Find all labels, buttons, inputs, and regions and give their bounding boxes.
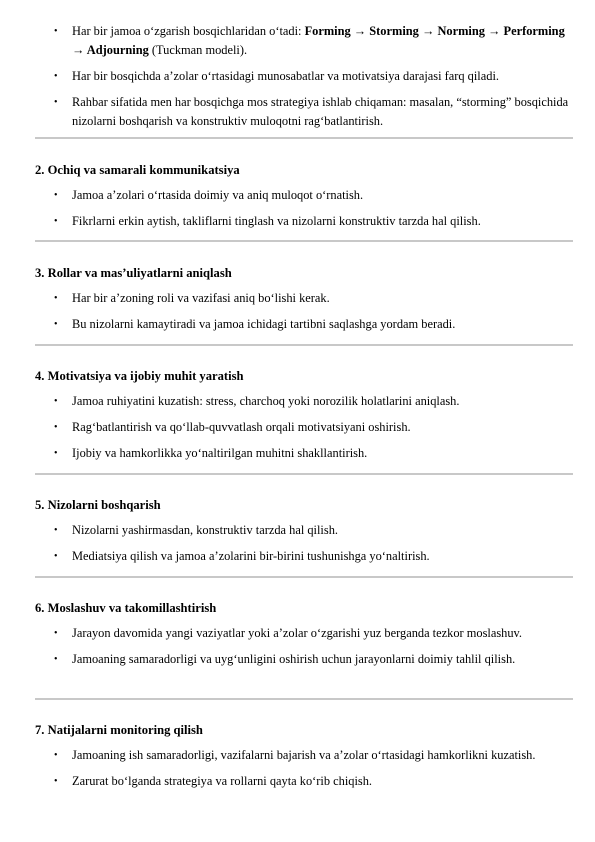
bullet-icon: • xyxy=(54,628,58,639)
list-item xyxy=(0,521,595,540)
list-item xyxy=(0,315,595,334)
list-item xyxy=(0,746,595,765)
item-text: Bu nizolarni kamaytiradi va jamoa ichidagi tartibni saqlashga yordam beradi. xyxy=(72,317,456,331)
bullet-icon: • xyxy=(54,97,58,108)
item-text: Jamoa ruhiyatini kuzatish: stress, charchoq yoki norozilik holatlarini aniqlash. xyxy=(72,394,460,408)
section-2 xyxy=(0,161,595,231)
item-text: Fikrlarni erkin aytish, takliflarni tinglash va nizolarni konstruktiv tarzda hal qilish. xyxy=(72,214,481,228)
divider xyxy=(35,344,573,346)
list-item xyxy=(0,547,595,566)
item-text: (Tuckman modeli). xyxy=(148,43,248,57)
item-text: Rahbar sifatida men har bosqichga mos strategiya ishlab chiqaman: masalan, “storming” bosqichida nizolarni boshqarish va konstruktiv muloqotni rag‘batlantirish. xyxy=(72,95,569,128)
intro-list xyxy=(0,22,595,131)
section-3 xyxy=(0,264,595,334)
bullet-icon: • xyxy=(54,71,58,82)
divider xyxy=(35,473,573,475)
list-item xyxy=(0,444,595,463)
divider xyxy=(35,137,573,139)
section-5 xyxy=(0,496,595,566)
item-text: Zarurat bo‘lganda strategiya va rollarni qayta ko‘rib chiqish. xyxy=(72,774,373,788)
item-text: Har bir bosqichda a’zolar o‘rtasidagi munosabatlar va motivatsiya darajasi farq qiladi. xyxy=(72,69,499,83)
bullet-icon: • xyxy=(54,216,58,227)
section-6 xyxy=(0,599,595,669)
section-title: 4. Motivatsiya va ijobiy muhit yaratish xyxy=(35,369,244,383)
section-title: 6. Moslashuv va takomillashtirish xyxy=(35,601,217,615)
divider xyxy=(35,698,573,700)
bullet-icon: • xyxy=(54,776,58,787)
list-item xyxy=(0,186,595,205)
item-text: Rag‘batlantirish va qo‘llab-quvvatlash orqali motivatsiyani oshirish. xyxy=(72,420,411,434)
divider xyxy=(35,240,573,242)
list-item xyxy=(0,212,595,231)
bullet-icon: • xyxy=(54,525,58,536)
bullet-icon: • xyxy=(54,551,58,562)
stages-text: Forming → Storming → Norming → Performing → Adjourning xyxy=(72,24,565,57)
list-item xyxy=(0,418,595,437)
bullet-icon: • xyxy=(54,654,58,665)
item-text: Jamoa a’zolari o‘rtasida doimiy va aniq muloqot o‘rnatish. xyxy=(72,188,364,202)
section-title: 7. Natijalarni monitoring qilish xyxy=(35,723,203,737)
item-text: Jamoaning ish samaradorligi, vazifalarni bajarish va a’zolar o‘rtasidagi hamkorlikni kuzatish. xyxy=(72,748,536,762)
list-item xyxy=(0,22,595,60)
bullet-icon: • xyxy=(54,319,58,330)
bullet-icon: • xyxy=(54,190,58,201)
list-item xyxy=(0,93,595,131)
bullet-icon: • xyxy=(54,422,58,433)
bullet-icon: • xyxy=(54,26,58,37)
bullet-icon: • xyxy=(54,396,58,407)
list-item xyxy=(0,392,595,411)
list-item xyxy=(0,289,595,308)
list-item xyxy=(0,624,595,643)
item-text: Mediatsiya qilish va jamoa a’zolarini bir-birini tushunishga yo‘naltirish. xyxy=(72,549,430,563)
item-text: Jamoaning samaradorligi va uyg‘unligini oshirish uchun jarayonlarni doimiy tahlil qilish. xyxy=(72,652,516,666)
section-4 xyxy=(0,367,595,463)
item-text: Jarayon davomida yangi vaziyatlar yoki a’zolar o‘zgarishi yuz berganda tezkor moslashuv. xyxy=(72,626,523,640)
item-text: Har bir a’zoning roli va vazifasi aniq bo‘lishi kerak. xyxy=(72,291,330,305)
list-item xyxy=(0,650,595,669)
section-title: 5. Nizolarni boshqarish xyxy=(35,498,161,512)
list-item xyxy=(0,772,595,791)
bullet-icon: • xyxy=(54,448,58,459)
section-7 xyxy=(0,721,595,791)
list-item xyxy=(0,67,595,86)
section-title: 3. Rollar va mas’uliyatlarni aniqlash xyxy=(35,266,232,280)
item-text: Nizolarni yashirmasdan, konstruktiv tarzda hal qilish. xyxy=(72,523,338,537)
divider xyxy=(35,576,573,578)
bullet-icon: • xyxy=(54,293,58,304)
item-text: Ijobiy va hamkorlikka yo‘naltirilgan muhitni shakllantirish. xyxy=(72,446,368,460)
item-text: Har bir jamoa o‘zgarish bosqichlaridan o‘tadi: xyxy=(72,24,305,38)
section-title: 2. Ochiq va samarali kommunikatsiya xyxy=(35,163,240,177)
bullet-icon: • xyxy=(54,750,58,761)
